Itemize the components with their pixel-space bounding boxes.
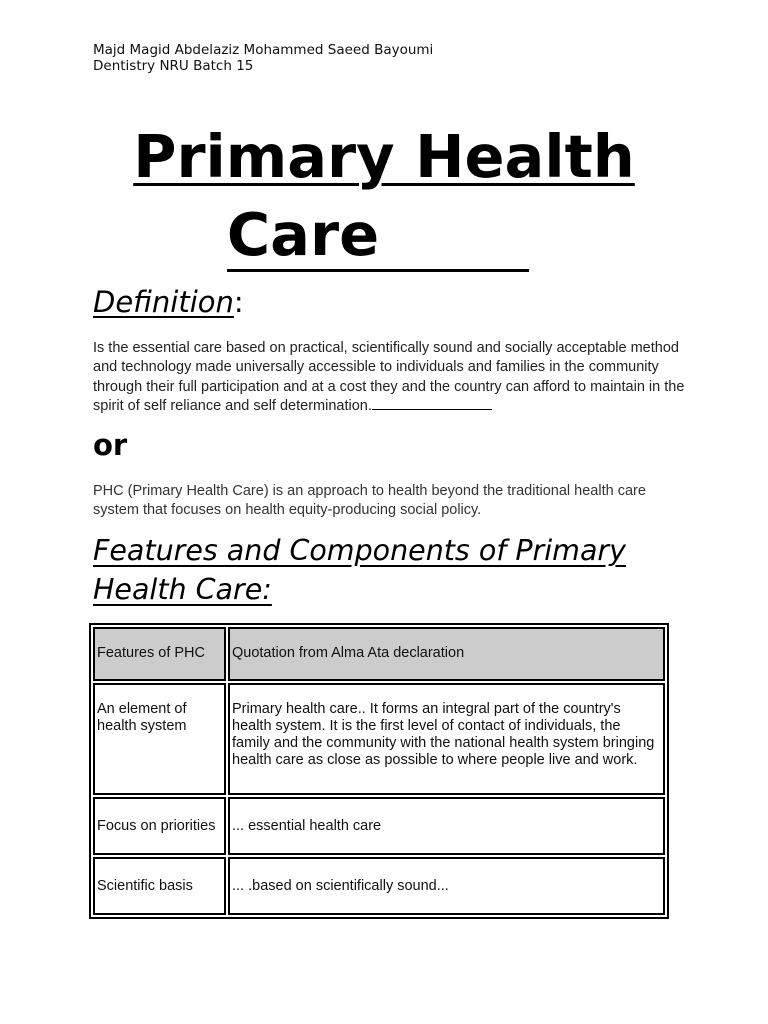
features-table bbox=[89, 623, 669, 919]
table-header-row bbox=[93, 627, 665, 681]
author-name: Majd Magid Abdelaziz Mohammed Saeed Bayoumi bbox=[93, 42, 434, 58]
phc-description: PHC (Primary Health Care) is an approach to health beyond the traditional health care system that focuses on health equity-producing social policy. bbox=[93, 483, 646, 519]
table-header-cell: Features of PHC bbox=[93, 627, 226, 681]
table-row bbox=[93, 857, 665, 915]
table-cell: ... .based on scientifically sound... bbox=[228, 857, 665, 915]
page-title bbox=[0, 118, 768, 274]
table-row bbox=[93, 797, 665, 855]
table-header-cell: Quotation from Alma Ata declaration bbox=[228, 627, 665, 681]
blank-line bbox=[372, 397, 492, 410]
definition-text: Is the essential care based on practical, scientifically sound and socially acceptable method and technology made universally accessible to individuals and families in the community through their full participation and at a cost they and the country can afford to maintain in the spirit of self reliance and self determination. bbox=[93, 340, 685, 414]
or-heading: or bbox=[93, 428, 128, 462]
definition-heading: Definition: bbox=[93, 285, 244, 319]
features-heading: Features and Components of Primary Health Care: bbox=[93, 534, 626, 606]
author-block bbox=[93, 42, 433, 74]
table-row bbox=[93, 683, 665, 795]
table-cell: Primary health care.. It forms an integral part of the country's health system. It is the first level of contact of individuals, the family and the community with the national health system bringing health care as close as possible to where people live and work. bbox=[228, 683, 665, 795]
table-cell: Focus on priorities bbox=[93, 797, 226, 855]
table-cell: ... essential health care bbox=[228, 797, 665, 855]
table-cell: An element of health system bbox=[93, 683, 226, 795]
title-line-2: Care bbox=[227, 201, 529, 272]
table-cell: Scientific basis bbox=[93, 857, 226, 915]
author-affiliation: Dentistry NRU Batch 15 bbox=[93, 58, 254, 74]
title-line-1: Primary Health bbox=[133, 122, 635, 191]
